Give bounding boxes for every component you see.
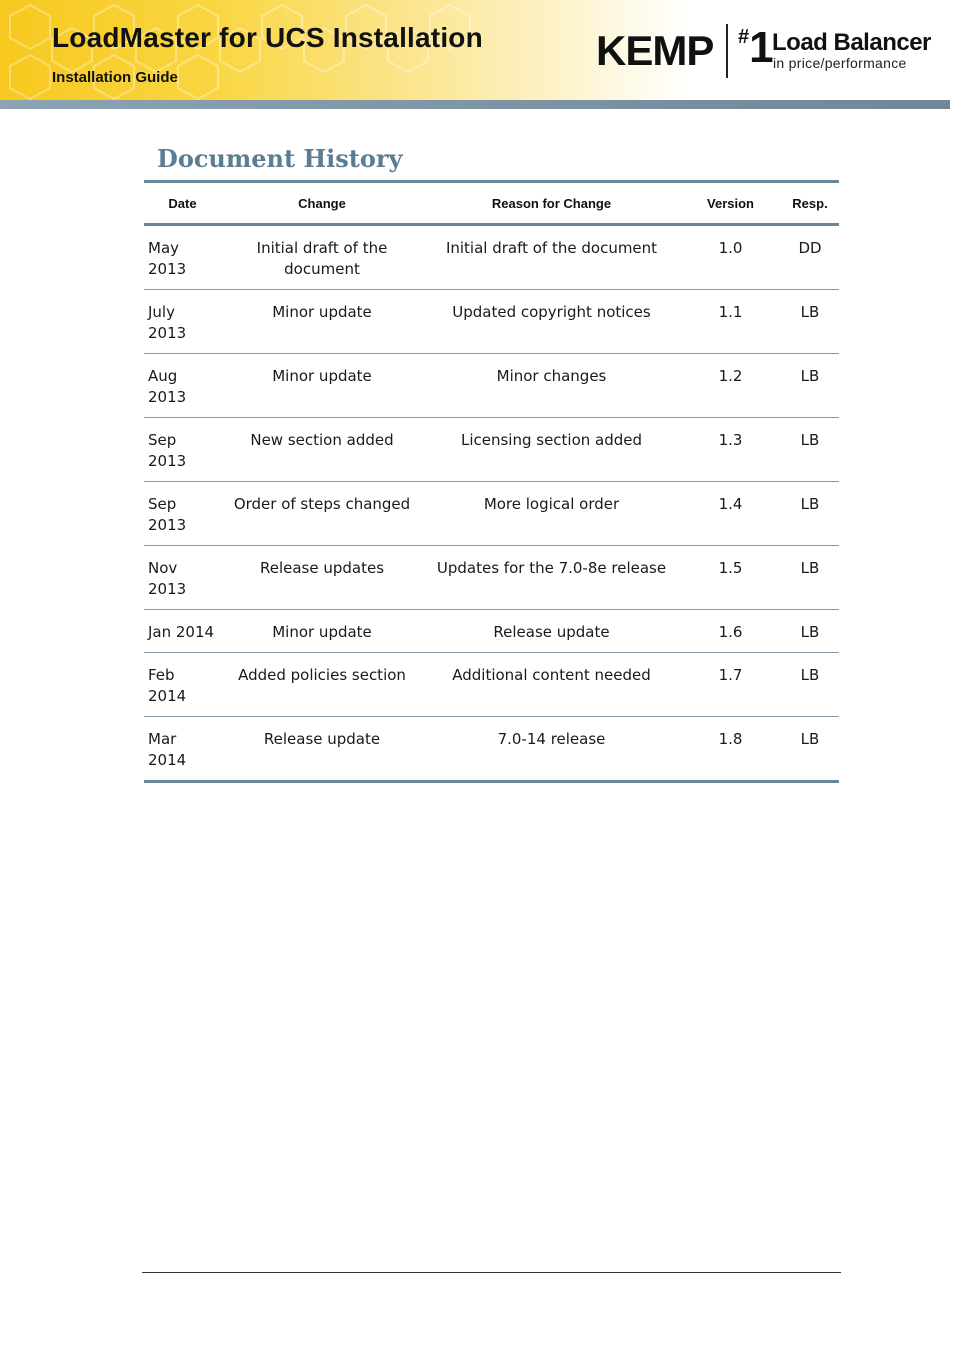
- cell-version: 1.5: [680, 546, 781, 610]
- cell-date: Sep 2013: [144, 418, 221, 482]
- cell-reason: Updated copyright notices: [423, 290, 680, 354]
- page-header: [0, 0, 954, 100]
- cell-reason: Release update: [423, 610, 680, 653]
- cell-version: 1.8: [718, 730, 743, 748]
- cell-resp: LB: [781, 653, 839, 717]
- cell-change: Minor update: [221, 610, 423, 653]
- cell-date: Aug 2013: [144, 354, 221, 418]
- table-row: [144, 546, 839, 610]
- document-subtitle: Installation Guide: [52, 69, 178, 86]
- table-row: [144, 482, 839, 546]
- cell-resp: LB: [781, 610, 839, 653]
- cell-date: Feb 2014: [144, 653, 221, 717]
- cell-resp: LB: [781, 482, 839, 546]
- table-row: [144, 610, 839, 653]
- cell-reason: Licensing section added: [423, 418, 680, 482]
- cell-version: 1.1: [680, 290, 781, 354]
- cell-change: Order of steps changed: [221, 482, 423, 546]
- cell-reason: Initial draft of the document: [423, 225, 680, 290]
- logo-divider: [726, 24, 728, 78]
- header-accent-bar: [0, 100, 950, 109]
- table-row: [144, 717, 839, 782]
- logo-tagline-main: Load Balancer: [772, 29, 931, 56]
- cell-date: Jan 2014: [144, 610, 221, 653]
- cell-change: New section added: [221, 418, 423, 482]
- column-header-change: Change: [221, 182, 423, 225]
- cell-reason: 7.0-14 release: [497, 730, 606, 748]
- column-header-resp: Resp.: [781, 182, 839, 225]
- cell-change: Minor update: [221, 354, 423, 418]
- cell-version: 1.4: [680, 482, 781, 546]
- cell-reason: More logical order: [423, 482, 680, 546]
- column-header-version: Version: [680, 182, 781, 225]
- cell-date: Nov 2013: [144, 546, 221, 610]
- cell-resp: DD: [781, 225, 839, 290]
- cell-resp: LB: [781, 354, 839, 418]
- rank-hash: #: [738, 26, 750, 48]
- cell-reason: Minor changes: [423, 354, 680, 418]
- footer-divider: [142, 1272, 841, 1273]
- cell-change: Initial draft of the document: [221, 225, 423, 290]
- rank-badge: [738, 23, 774, 72]
- table-row: [144, 225, 839, 290]
- kemp-logo: KEMP: [596, 27, 714, 74]
- table-row: [144, 354, 839, 418]
- cell-version: 1.7: [680, 653, 781, 717]
- table-row: [144, 290, 839, 354]
- cell-change: Minor update: [221, 290, 423, 354]
- cell-resp: LB: [781, 546, 839, 610]
- column-header-reason: Reason for Change: [423, 182, 680, 225]
- column-header-date: Date: [144, 182, 221, 225]
- cell-resp: LB: [800, 730, 820, 748]
- cell-version: 1.6: [680, 610, 781, 653]
- cell-change: Added policies section: [221, 653, 423, 717]
- cell-change: Release updates: [221, 546, 423, 610]
- cell-version: 1.0: [680, 225, 781, 290]
- table-row: [144, 653, 839, 717]
- cell-reason: Additional content needed: [423, 653, 680, 717]
- cell-version: 1.2: [680, 354, 781, 418]
- cell-date: May 2013: [144, 225, 221, 290]
- cell-date: Mar 2014: [148, 730, 187, 769]
- cell-resp: LB: [781, 290, 839, 354]
- cell-reason: Updates for the 7.0-8e release: [423, 546, 680, 610]
- cell-date: July 2013: [144, 290, 221, 354]
- cell-change: Release update: [263, 730, 381, 748]
- document-title: LoadMaster for UCS Installation: [52, 22, 483, 53]
- cell-resp: LB: [781, 418, 839, 482]
- cell-version: 1.3: [680, 418, 781, 482]
- rank-number: 1: [749, 23, 774, 72]
- table-row: [144, 418, 839, 482]
- logo-tagline-sub: in price/performance: [773, 55, 907, 71]
- document-history-table: [144, 180, 839, 783]
- table-header-row: [144, 182, 839, 225]
- cell-date: Sep 2013: [144, 482, 221, 546]
- section-title: Document History: [157, 144, 403, 173]
